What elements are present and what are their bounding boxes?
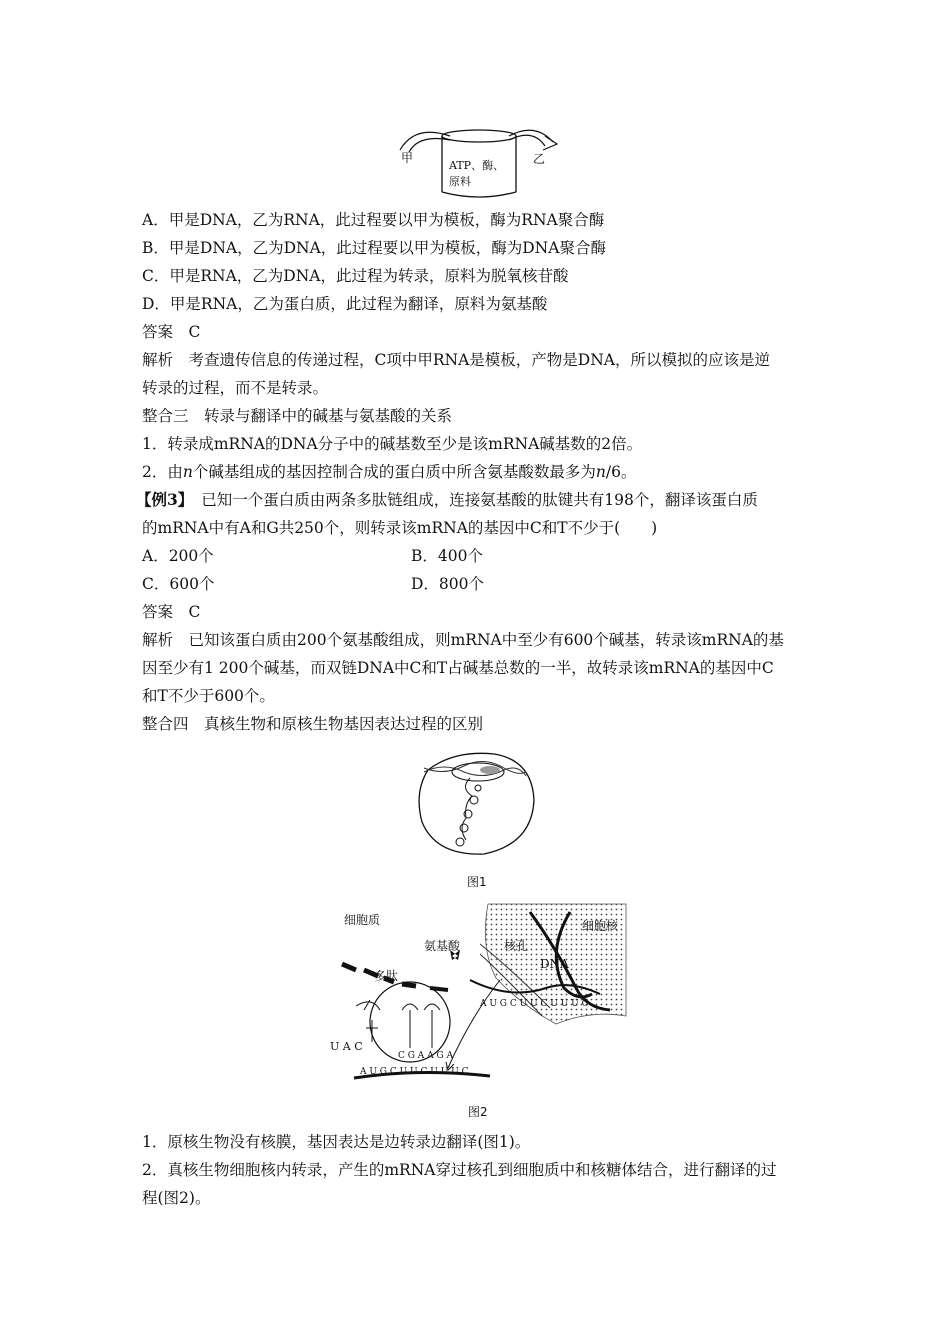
example3-option-a: A．200个 <box>142 547 214 565</box>
q2-analysis-line1: 解析 考查遗传信息的传递过程，C项中甲RNA是模板，产物是DNA，所以模拟的应该是逆 <box>142 351 770 369</box>
beaker-figure <box>395 122 565 204</box>
example3-answer: 答案 C <box>142 603 201 621</box>
section3-point1: 1．转录成mRNA的DNA分子中的碱基数至少是该mRNA碱基数的2倍。 <box>142 435 643 453</box>
section3-point2-n2: n <box>595 463 606 481</box>
figure2-label-nucleus: 细胞核 <box>582 919 619 933</box>
example3-tag: 【例3】 <box>136 490 194 509</box>
example3-option-b: B．400个 <box>411 547 483 565</box>
q2-option-a: A．甲是DNA，乙为RNA，此过程要以甲为模板，酶为RNA聚合酶 <box>142 211 605 229</box>
example3-line1 <box>136 490 758 510</box>
section4-point1: 1．原核生物没有核膜，基因表达是边转录边翻译(图1)。 <box>142 1133 531 1151</box>
figure2-label-mrna-bottom: A U G C U U C U U U C <box>360 1067 469 1077</box>
figure1-caption: 图1 <box>467 875 487 889</box>
section3-point2-mid: 个碱基组成的基因控制合成的蛋白质中所含氨基酸数最多为 <box>192 463 596 481</box>
example3-analysis-line1: 解析 已知该蛋白质由200个氨基酸组成，则mRNA中至少有600个碱基，转录该mRNA的基 <box>142 631 784 649</box>
q2-answer: 答案 C <box>142 323 201 341</box>
section3-point2-suffix: /6。 <box>605 463 637 481</box>
beaker-label-left: 甲 <box>401 151 414 165</box>
figure2-label-dna: DNA <box>540 957 569 971</box>
section3-point2-prefix: 2．由 <box>142 463 183 481</box>
figure2-label-amino-acid: 氨基酸 <box>424 939 461 953</box>
beaker-label-right: 乙 <box>533 152 546 166</box>
section4-point2-line2: 程(图2)。 <box>142 1189 211 1207</box>
example3-analysis-line2: 因至少有1 200个碱基，而双链DNA中C和T占碱基总数的一半，故转录该mRNA的基因中C <box>142 659 774 677</box>
section3-point2-n: n <box>182 463 193 481</box>
section3-title: 整合三 转录与翻译中的碱基与氨基酸的关系 <box>142 407 453 425</box>
example3-option-c: C．600个 <box>142 575 215 593</box>
figure2-label-peptide: 多肽 <box>374 969 399 983</box>
figure2-eukaryote-diagram <box>320 898 630 1088</box>
beaker-inner-line1: ATP、酶、 <box>449 159 505 172</box>
figure2-label-codons: C G A A G A <box>398 1051 454 1061</box>
section3-point2 <box>142 462 636 482</box>
example3-text1: 已知一个蛋白质由两条多肽链组成，连接氨基酸的肽键共有198个，翻译该蛋白质 <box>201 491 758 509</box>
figure2-caption: 图2 <box>468 1105 488 1119</box>
figure2-label-nuclear-pore: 核孔 <box>504 939 529 953</box>
example3-option-d: D．800个 <box>411 575 485 593</box>
figure1-prokaryote-diagram <box>414 748 536 858</box>
figure2-label-cytoplasm: 细胞质 <box>344 913 381 927</box>
section4-title: 整合四 真核生物和原核生物基因表达过程的区别 <box>142 715 484 733</box>
example3-analysis-line3: 和T不少于600个。 <box>142 687 275 705</box>
q2-option-d: D．甲是RNA，乙为蛋白质，此过程为翻译，原料为氨基酸 <box>142 295 548 313</box>
q2-option-b: B．甲是DNA，乙为DNA，此过程要以甲为模板，酶为DNA聚合酶 <box>142 239 606 257</box>
example3-line2: 的mRNA中有A和G共250个，则转录该mRNA的基因中C和T不少于( ) <box>142 519 658 537</box>
figure2-label-anticodon: U A C <box>330 1040 363 1053</box>
figure2-label-mrna-seq: A U G C U U C U U U C <box>480 999 589 1009</box>
q2-option-c: C．甲是RNA，乙为DNA，此过程为转录，原料为脱氧核苷酸 <box>142 267 569 285</box>
q2-analysis-line2: 转录的过程，而不是转录。 <box>142 379 329 397</box>
section4-point2-line1: 2．真核生物细胞核内转录，产生的mRNA穿过核孔到细胞质中和核糖体结合，进行翻译的过 <box>142 1161 777 1179</box>
beaker-inner-line2: 原料 <box>449 175 471 188</box>
